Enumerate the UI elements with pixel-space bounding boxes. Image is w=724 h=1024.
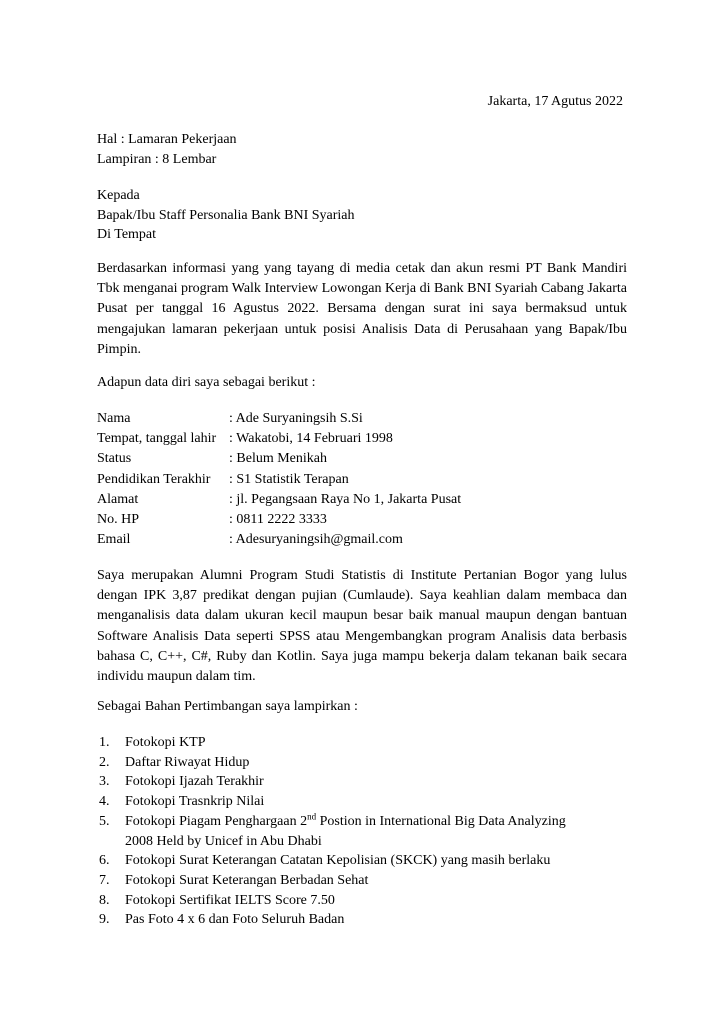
subject-line: Hal : Lamaran Pekerjaan <box>97 132 237 147</box>
list-item-text: Fotokopi KTP <box>125 735 206 750</box>
recipient-block <box>97 186 627 245</box>
attachment-count-line: Lampiran : 8 Lembar <box>97 151 217 167</box>
identity-value: : S1 Statistik Terapan <box>229 471 349 487</box>
list-item <box>97 733 627 753</box>
recipient-name: Bapak/Ibu Staff Personalia Bank BNI Syariah <box>97 207 355 223</box>
list-item-text-continuation: 2008 Held by Unicef in Abu Dhabi <box>125 833 322 849</box>
identity-row <box>97 530 627 550</box>
attachments-intro: Sebagai Bahan Pertimbangan saya lampirkan : <box>97 699 358 714</box>
list-item-text: Fotokopi Sertifikat IELTS Score 7.50 <box>125 892 335 908</box>
list-item <box>97 891 627 911</box>
identity-label: Pendidikan Terakhir <box>97 471 211 487</box>
list-item-number: 7. <box>99 872 110 888</box>
identity-value: : Ade Suryaningsih S.Si <box>229 411 363 426</box>
list-item-number: 2. <box>99 754 110 770</box>
identity-intro: Adapun data diri saya sebagai berikut : <box>97 375 316 390</box>
list-item-text: Pas Foto 4 x 6 dan Foto Seluruh Badan <box>125 912 345 928</box>
identity-label: Alamat <box>97 491 139 507</box>
list-item-text: Fotokopi Surat Keterangan Catatan Kepolisian (SKCK) yang masih berlaku <box>125 853 551 869</box>
identity-value: : Wakatobi, 14 Februari 1998 <box>229 431 393 447</box>
identity-value: : jl. Pegangsaan Raya No 1, Jakarta Pusat <box>229 491 462 507</box>
identity-row <box>97 490 627 510</box>
identity-value: : 0811 2222 3333 <box>229 512 327 528</box>
list-item-text: Fotokopi Ijazah Terakhir <box>125 774 264 790</box>
list-item <box>97 910 627 930</box>
identity-value: : Adesuryaningsih@gmail.com <box>229 532 403 548</box>
attachments-list <box>97 733 627 930</box>
list-item <box>97 851 627 871</box>
list-item-text: Daftar Riwayat Hidup <box>125 754 250 770</box>
identity-label: Nama <box>97 411 131 426</box>
identity-row <box>97 429 627 449</box>
list-item-number: 6. <box>99 853 110 869</box>
identity-table <box>97 409 627 550</box>
identity-label: Status <box>97 451 132 467</box>
identity-label: Tempat, tanggal lahir <box>97 431 217 447</box>
list-item-number: 3. <box>99 774 110 790</box>
list-item-number: 8. <box>99 892 110 908</box>
list-item-number: 1. <box>99 735 110 750</box>
recipient-place: Di Tempat <box>97 227 157 243</box>
list-item <box>97 812 627 851</box>
list-item <box>97 772 627 792</box>
list-item <box>97 871 627 891</box>
list-item-text: Fotokopi Trasnkrip Nilai <box>125 794 265 810</box>
ordinal-suffix: nd <box>307 811 317 822</box>
list-item-text-part: Fotokopi Piagam Penghargaan 2 <box>125 813 308 829</box>
identity-label: Email <box>97 532 131 548</box>
identity-row <box>97 510 627 530</box>
list-item <box>97 753 627 773</box>
qualification-paragraph: Saya merupakan Alumni Program Studi Statistis di Institute Pertanian Bogor yang lulus dengan IPK 3,87 predikat dengan pujian (Cumlaude). Saya keahlian dalam membaca dan menganalisis data dalam ukuran kecil maupun besar baik manual maupun dengan bantuan Software Analisis Data seperti SPSS atau Mengembangkan program Analisis data berbasis bahasa C, C++, C#, Ruby dan Kotlin. Saya juga mampu bekerja dalam tekanan baik secara individu maupun dalam tim. <box>97 568 627 685</box>
list-item-text-part: Postion in International Big Data Analyzing <box>316 813 566 829</box>
identity-value: : Belum Menikah <box>229 451 327 467</box>
identity-row <box>97 470 627 490</box>
list-item-text <box>125 812 627 851</box>
list-item-number: 4. <box>99 794 110 810</box>
subject-block <box>97 130 627 169</box>
recipient-salutation: Kepada <box>97 188 140 203</box>
identity-label: No. HP <box>97 512 140 528</box>
list-item-number: 5. <box>99 813 110 829</box>
list-item <box>97 792 627 812</box>
identity-row <box>97 449 627 469</box>
letter-date: Jakarta, 17 Agutus 2022 <box>487 94 623 109</box>
opening-paragraph: Berdasarkan informasi yang yang tayang di media cetak dan akun resmi PT Bank Mandiri Tbk menganai program Walk Interview Lowongan Kerja di Bank BNI Syariah Cabang Jakarta Pusat per tanggal 16 Agustus 2022. Bersama dengan surat ini saya bermaksud untuk mengajukan lamaran pekerjaan untuk posisi Analisis Data di Perusahaan yang Bapak/Ibu Pimpin. <box>97 261 627 357</box>
list-item-text: Fotokopi Surat Keterangan Berbadan Sehat <box>125 872 369 888</box>
identity-row <box>97 409 627 429</box>
list-item-number: 9. <box>99 912 110 928</box>
